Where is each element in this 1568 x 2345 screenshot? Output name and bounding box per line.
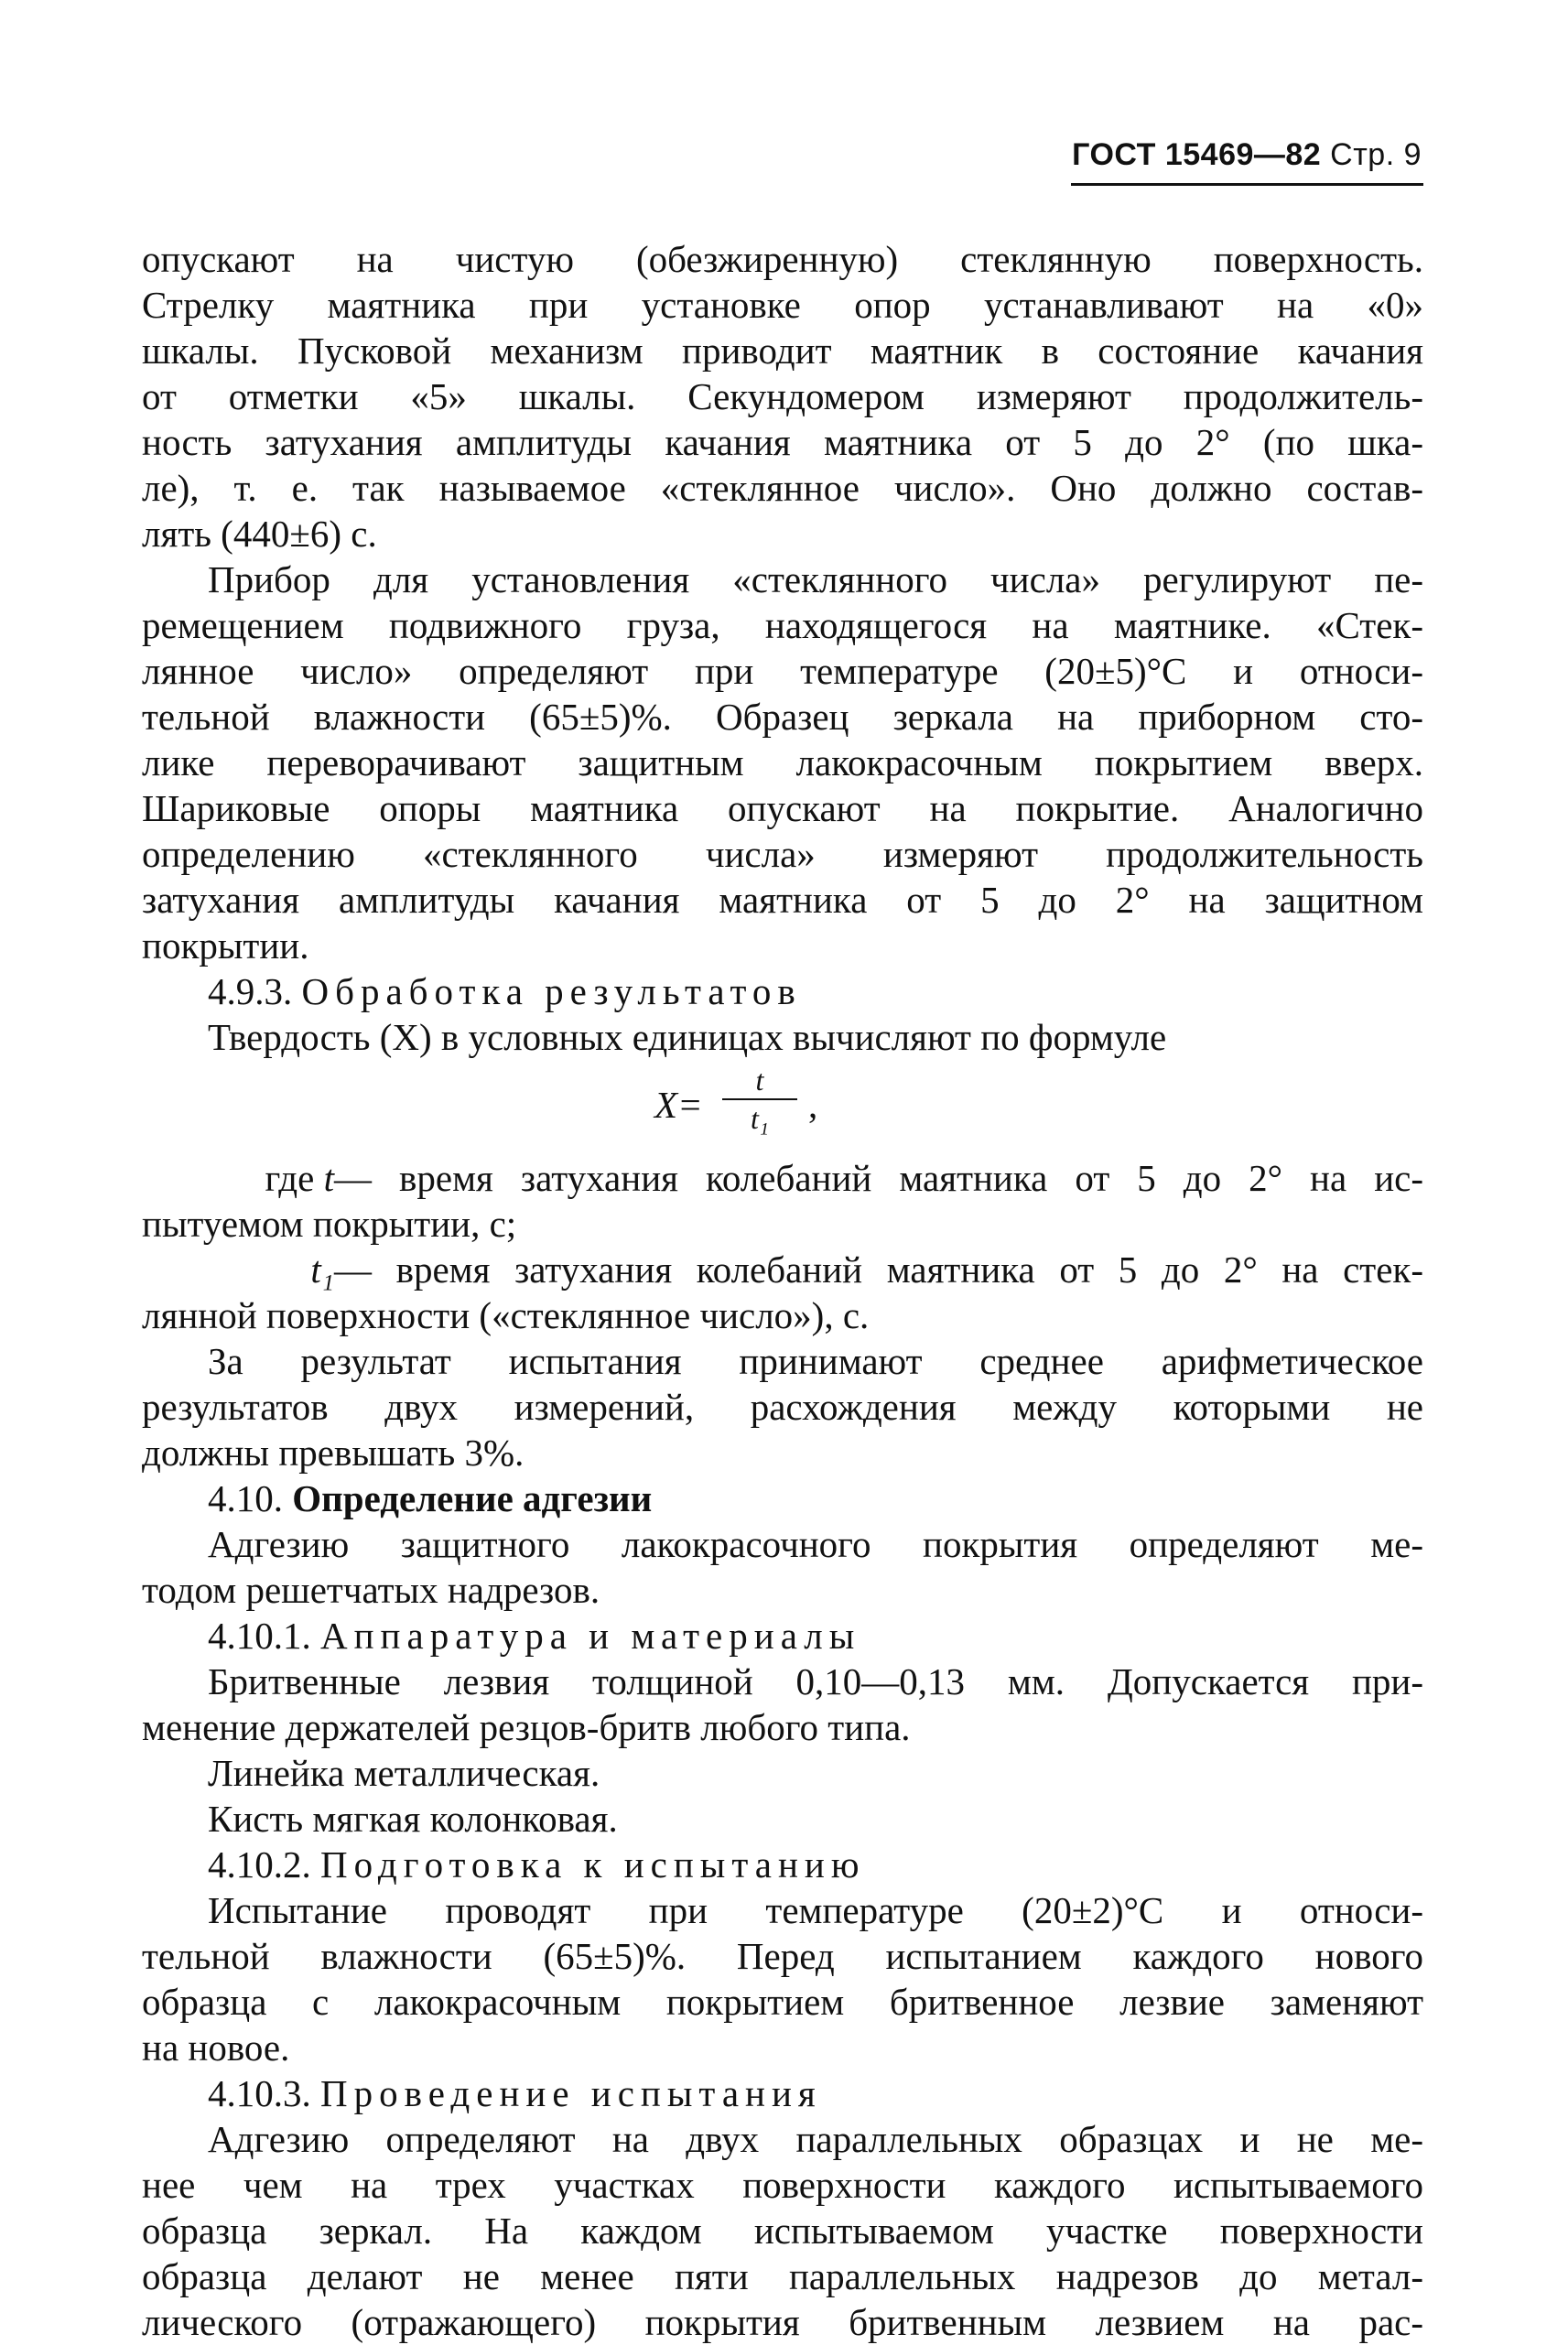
definition-t [142, 1155, 1423, 1201]
section-number: 4.9.3. [208, 970, 293, 1012]
hardness-formula [142, 1062, 1423, 1153]
definition-text: — время затухания колебаний маятника от 5 до 2° на ис- [334, 1157, 1423, 1199]
text-line: на новое. [142, 2026, 290, 2069]
text-line: шкалы. Пусковой механизм приводит маятник в состояние качания [142, 330, 1423, 372]
standard-number: ГОСТ 15469—82 [1072, 137, 1322, 172]
page-number: Стр. 9 [1330, 137, 1422, 172]
document-body [142, 236, 1423, 2345]
section-number: 4.10. [208, 1477, 283, 1519]
section-heading-4-10-2 [142, 1842, 1423, 1887]
section-heading-4-10-1 [142, 1613, 1423, 1659]
text-line: Стрелку маятника при установке опор устанавливают на «0» [142, 284, 1423, 326]
paragraph-glass-number [142, 557, 1423, 968]
formula-numerator: t [755, 1064, 764, 1097]
paragraph-blades [142, 1659, 1423, 1750]
text-line: Адгезию определяют на двух параллельных образцах и не ме- [208, 2118, 1423, 2160]
item-ruler: Линейка металлическая. [208, 1752, 600, 1794]
text-line: нее чем на трех участках поверхности каждого испытываемого [142, 2164, 1423, 2206]
text-line: лике переворачивают защитным лакокрасочным покрытием вверх. [142, 741, 1423, 783]
paragraph-pendulum-setup [142, 236, 1423, 557]
formula-intro: Твердость (X) в условных единицах вычисляют по формуле [208, 1016, 1167, 1058]
text-line: лического (отражающего) покрытия бритвенным лезвием на рас- [142, 2301, 1423, 2343]
paragraph-result [142, 1338, 1423, 1475]
text-line: определению «стеклянного числа» измеряют продолжительность [142, 833, 1423, 875]
text-line: тельной влажности (65±5)%. Перед испытанием каждого нового [142, 1935, 1423, 1977]
text-line: ремещением подвижного груза, находящегося на маятнике. «Стек- [142, 604, 1423, 646]
section-heading-4-9-3 [142, 968, 1423, 1014]
paragraph-adhesion [142, 1521, 1423, 1613]
text-line: результатов двух измерений, расхождения между которыми не [142, 1386, 1423, 1428]
text-line: Адгезию защитного лакокрасочного покрытия определяют ме- [208, 1523, 1423, 1565]
section-number: 4.10.2. [208, 1843, 311, 1886]
formula-comma: , [808, 1084, 818, 1126]
text-line: лянное число» определяют при температуре (20±5)°С и относи- [142, 650, 1423, 692]
definition-text: — время затухания колебаний маятника от 5 до 2° на стек- [334, 1248, 1423, 1291]
formula-fraction [719, 1062, 801, 1137]
text-line: ле), т. е. так называемое «стеклянное число». Оно должно состав- [142, 467, 1423, 509]
text-line: опускают на чистую (обезжиренную) стеклянную поверхность. [142, 238, 1423, 280]
text-line: образца делают не менее пяти параллельных надрезов до метал- [142, 2255, 1423, 2297]
text-line: от отметки «5» шкалы. Секундомером измеряют продолжитель- [142, 375, 1423, 417]
section-title: Проведение испытания [320, 2072, 822, 2114]
symbol-t1: t₁ [310, 1248, 334, 1291]
section-title: Обработка результатов [301, 970, 802, 1012]
text-line: менение держателей резцов-бритв любого типа. [142, 1706, 911, 1748]
definition-term [142, 1247, 334, 1292]
definition-text-cont: лянной поверхности («стеклянное число»), с. [142, 1294, 870, 1336]
symbol-t: t [323, 1157, 334, 1199]
paragraph-conditions [142, 1887, 1423, 2070]
text-line: Прибор для установления «стеклянного числа» регулируют пе- [208, 558, 1423, 600]
text-line: тельной влажности (65±5)%. Образец зеркала на приборном сто- [142, 696, 1423, 738]
section-number: 4.10.3. [208, 2072, 311, 2114]
text-line: образца с лакокрасочным покрытием бритвенное лезвие заменяют [142, 1981, 1423, 2023]
section-heading-4-10-3 [142, 2070, 1423, 2116]
variable-definitions [142, 1155, 1423, 1338]
text-line: образца зеркал. На каждом испытываемом участке поверхности [142, 2210, 1423, 2252]
page-header [1072, 137, 1422, 173]
text-line: Испытание проводят при температуре (20±2)°С и относи- [208, 1889, 1423, 1931]
definition-t1 [142, 1247, 1423, 1292]
text-line: Бритвенные лезвия толщиной 0,10—0,13 мм. Допускается при- [208, 1660, 1423, 1702]
definition-term [142, 1155, 334, 1201]
header-rule [1071, 183, 1423, 186]
text-line: Шариковые опоры маятника опускают на покрытие. Аналогично [142, 787, 1423, 829]
section-number: 4.10.1. [208, 1615, 311, 1657]
section-heading-4-10 [142, 1475, 1423, 1521]
section-title: Аппаратура и материалы [320, 1615, 861, 1657]
text-line: покрытии. [142, 924, 309, 967]
text-line: За результат испытания принимают среднее арифметическое [208, 1340, 1423, 1382]
where-word: где [265, 1157, 315, 1199]
item-brush: Кисть мягкая колонковая. [208, 1798, 618, 1840]
paragraph-procedure [142, 2116, 1423, 2345]
text-line: ность затухания амплитуды качания маятника от 5 до 2° (по шка- [142, 421, 1423, 463]
text-line: затухания амплитуды качания маятника от 5 до 2° на защитном [142, 879, 1423, 921]
text-line: должны превышать 3%. [142, 1432, 524, 1474]
section-title: Подготовка к испытанию [320, 1843, 866, 1886]
text-line: лять (440±6) с. [142, 513, 377, 555]
definition-text-cont: пытуемом покрытии, с; [142, 1203, 517, 1245]
text-line: тодом решетчатых надрезов. [142, 1569, 600, 1611]
section-title: Определение адгезии [292, 1477, 653, 1519]
formula-denominator: t₁ [750, 1102, 769, 1135]
formula-lhs: X= [654, 1084, 703, 1126]
